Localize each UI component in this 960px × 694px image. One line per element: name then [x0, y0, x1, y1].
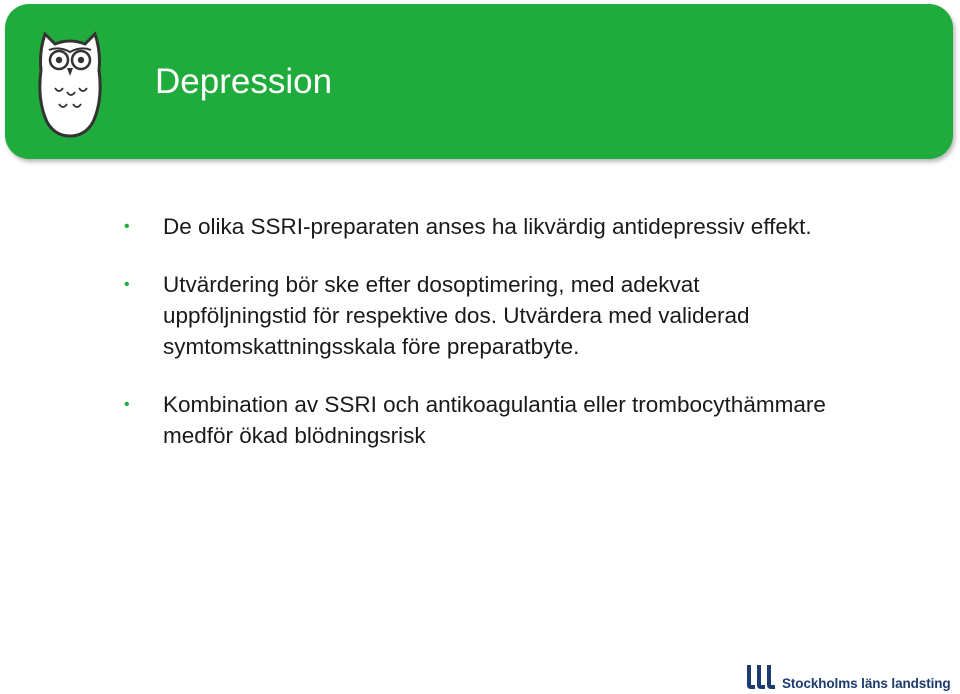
sll-mark-icon [745, 663, 777, 691]
bullet-item [124, 269, 844, 362]
bullet-text: Utvärdering bör ske efter dosoptimering, med adekvat uppföljningstid för respektive dos. Utvärdera med validerad symtomskattningsskala före preparatbyte. [163, 272, 750, 359]
logo-text: Stockholms läns landsting [782, 676, 951, 691]
bullet-text: Kombination av SSRI och antikoagulantia eller trombocythämmare medför ökad blödningsrisk [163, 392, 826, 448]
bullet-dot-icon: • [124, 396, 130, 413]
bullet-text: De olika SSRI-preparaten anses ha likvärdig antidepressiv effekt. [163, 214, 812, 239]
bullet-item [124, 211, 844, 242]
slide-title: Depression [155, 62, 333, 101]
owl-logo-icon [37, 30, 103, 138]
bullet-dot-icon: • [124, 218, 130, 235]
title-banner [5, 4, 953, 159]
bullet-list [124, 211, 844, 478]
bullet-item [124, 389, 844, 451]
sll-logo [745, 663, 955, 691]
bullet-dot-icon: • [124, 276, 130, 293]
